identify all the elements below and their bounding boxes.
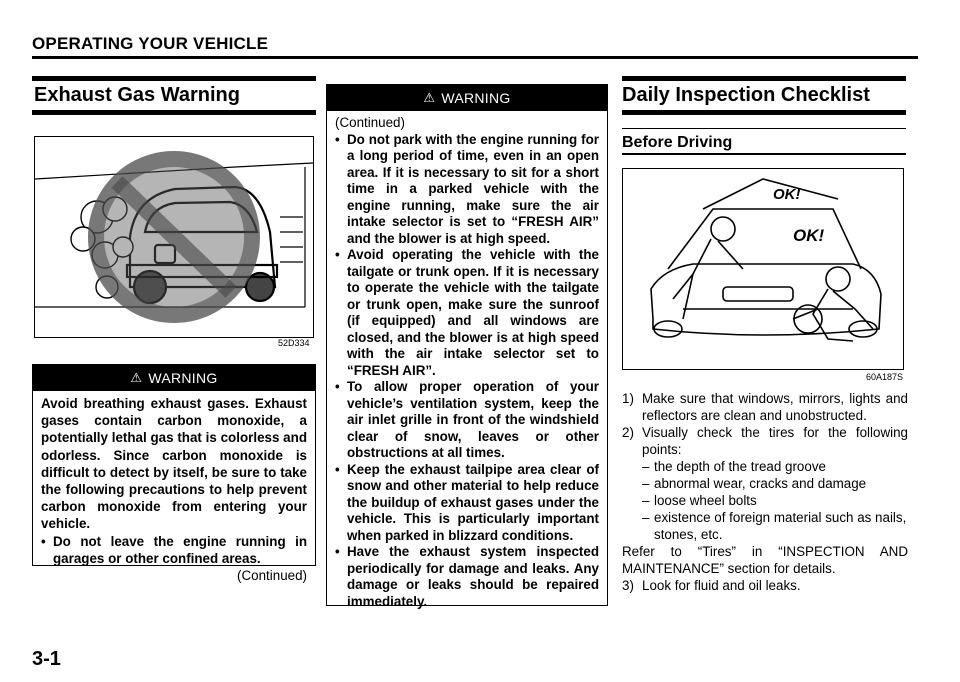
speech-ok-1: OK!: [773, 186, 801, 203]
figure-code-left: 52D334: [278, 338, 310, 348]
list-item: • Have the exhaust system inspected periodically for damage and leaks. Any damage or leaks should be repaired immediately.: [335, 544, 599, 609]
list-item: • Avoid operating the vehicle with the tailgate or trunk open. If it is necessary to operate the vehicle with the tailgate or trunk open, make sure the sunroof (if equipped) and all windows are closed, and the blower is at high speed with the air intake selector set to “FRESH AIR”.: [335, 247, 599, 378]
inspection-list: [622, 390, 908, 594]
subtitle-rule-bottom: [622, 153, 906, 155]
before-driving-subtitle: Before Driving: [622, 134, 733, 151]
list-item: 1) Make sure that windows, mirrors, lights and reflectors are clean and unobstructed.: [622, 391, 908, 423]
section-header: OPERATING YOUR VEHICLE: [32, 34, 269, 53]
warning-body: [327, 111, 607, 616]
warning-body: [33, 391, 315, 590]
warning-label: WARNING: [148, 370, 218, 386]
title-rule-top: [32, 76, 316, 81]
continued-label: (Continued): [237, 568, 307, 584]
list-item: – existence of foreign material such as nails, stones, etc.: [642, 510, 907, 542]
title-rule-top: [622, 76, 906, 81]
warning-triangle-icon: ⚠: [423, 90, 436, 105]
header-rule: [32, 56, 918, 59]
warning-box-middle: [326, 84, 608, 609]
list-item: – the depth of the tread groove: [642, 459, 826, 474]
warning-header: [33, 365, 315, 391]
exhaust-figure: [34, 136, 314, 338]
warning-box-left: [32, 364, 316, 584]
car-inspection-illustration: [623, 169, 903, 369]
subtitle-rule-top: [622, 128, 906, 129]
list-item: – abnormal wear, cracks and damage: [642, 476, 867, 491]
warning-triangle-icon: ⚠: [130, 370, 143, 385]
list-item: • Do not leave the engine running in garages or other confined areas.: [41, 533, 307, 566]
daily-checklist-title: Daily Inspection Checklist: [622, 84, 870, 106]
list-item: • Do not park with the engine running for a long period of time, even in an open area. If it is necessary to sit for a short time in a parked vehicle with the engine running, make sure the air intake selector is set to “FRESH AIR” and the blower is at high speed.: [335, 131, 599, 246]
warning-text: Avoid breathing exhaust gases. Exhaust gases contain carbon monoxide, a potentially lethal gas that is colorless and odorless. Since carbon monoxide is difficult to detect by itself, be sure to take the following precautions to help prevent carbon monoxide from entering your vehicle.: [41, 396, 307, 532]
speech-ok-2: OK!: [793, 226, 825, 245]
list-item: • To allow proper operation of your vehicle’s ventilation system, keep the air inlet grille in front of the windshield clear of snow, leaves or other obstructions at all times.: [335, 379, 599, 460]
page-number: 3-1: [32, 648, 61, 670]
continued-label: (Continued): [335, 115, 405, 130]
list-item: 3) Look for fluid and oil leaks.: [622, 578, 801, 593]
title-rule-bottom: [32, 110, 316, 115]
list-item: 2) Visually check the tires for the following points:: [622, 425, 908, 457]
warning-label: WARNING: [441, 90, 511, 106]
inspection-figure: [622, 168, 904, 370]
warning-header: [327, 85, 607, 111]
exhaust-title: Exhaust Gas Warning: [34, 84, 240, 106]
list-item: • Keep the exhaust tailpipe area clear of snow and other material to help reduce the buildup of exhaust gases under the vehicle. This is particularly important when parked in blizzard conditions.: [335, 461, 599, 543]
list-item: – loose wheel bolts: [642, 493, 757, 508]
car-garage-prohibited-illustration: [35, 137, 313, 337]
figure-code-right: 60A187S: [866, 372, 904, 382]
title-rule-bottom: [622, 110, 906, 115]
refer-text: Refer to “Tires” in “INSPECTION AND MAINTENANCE” section for details.: [622, 544, 908, 576]
